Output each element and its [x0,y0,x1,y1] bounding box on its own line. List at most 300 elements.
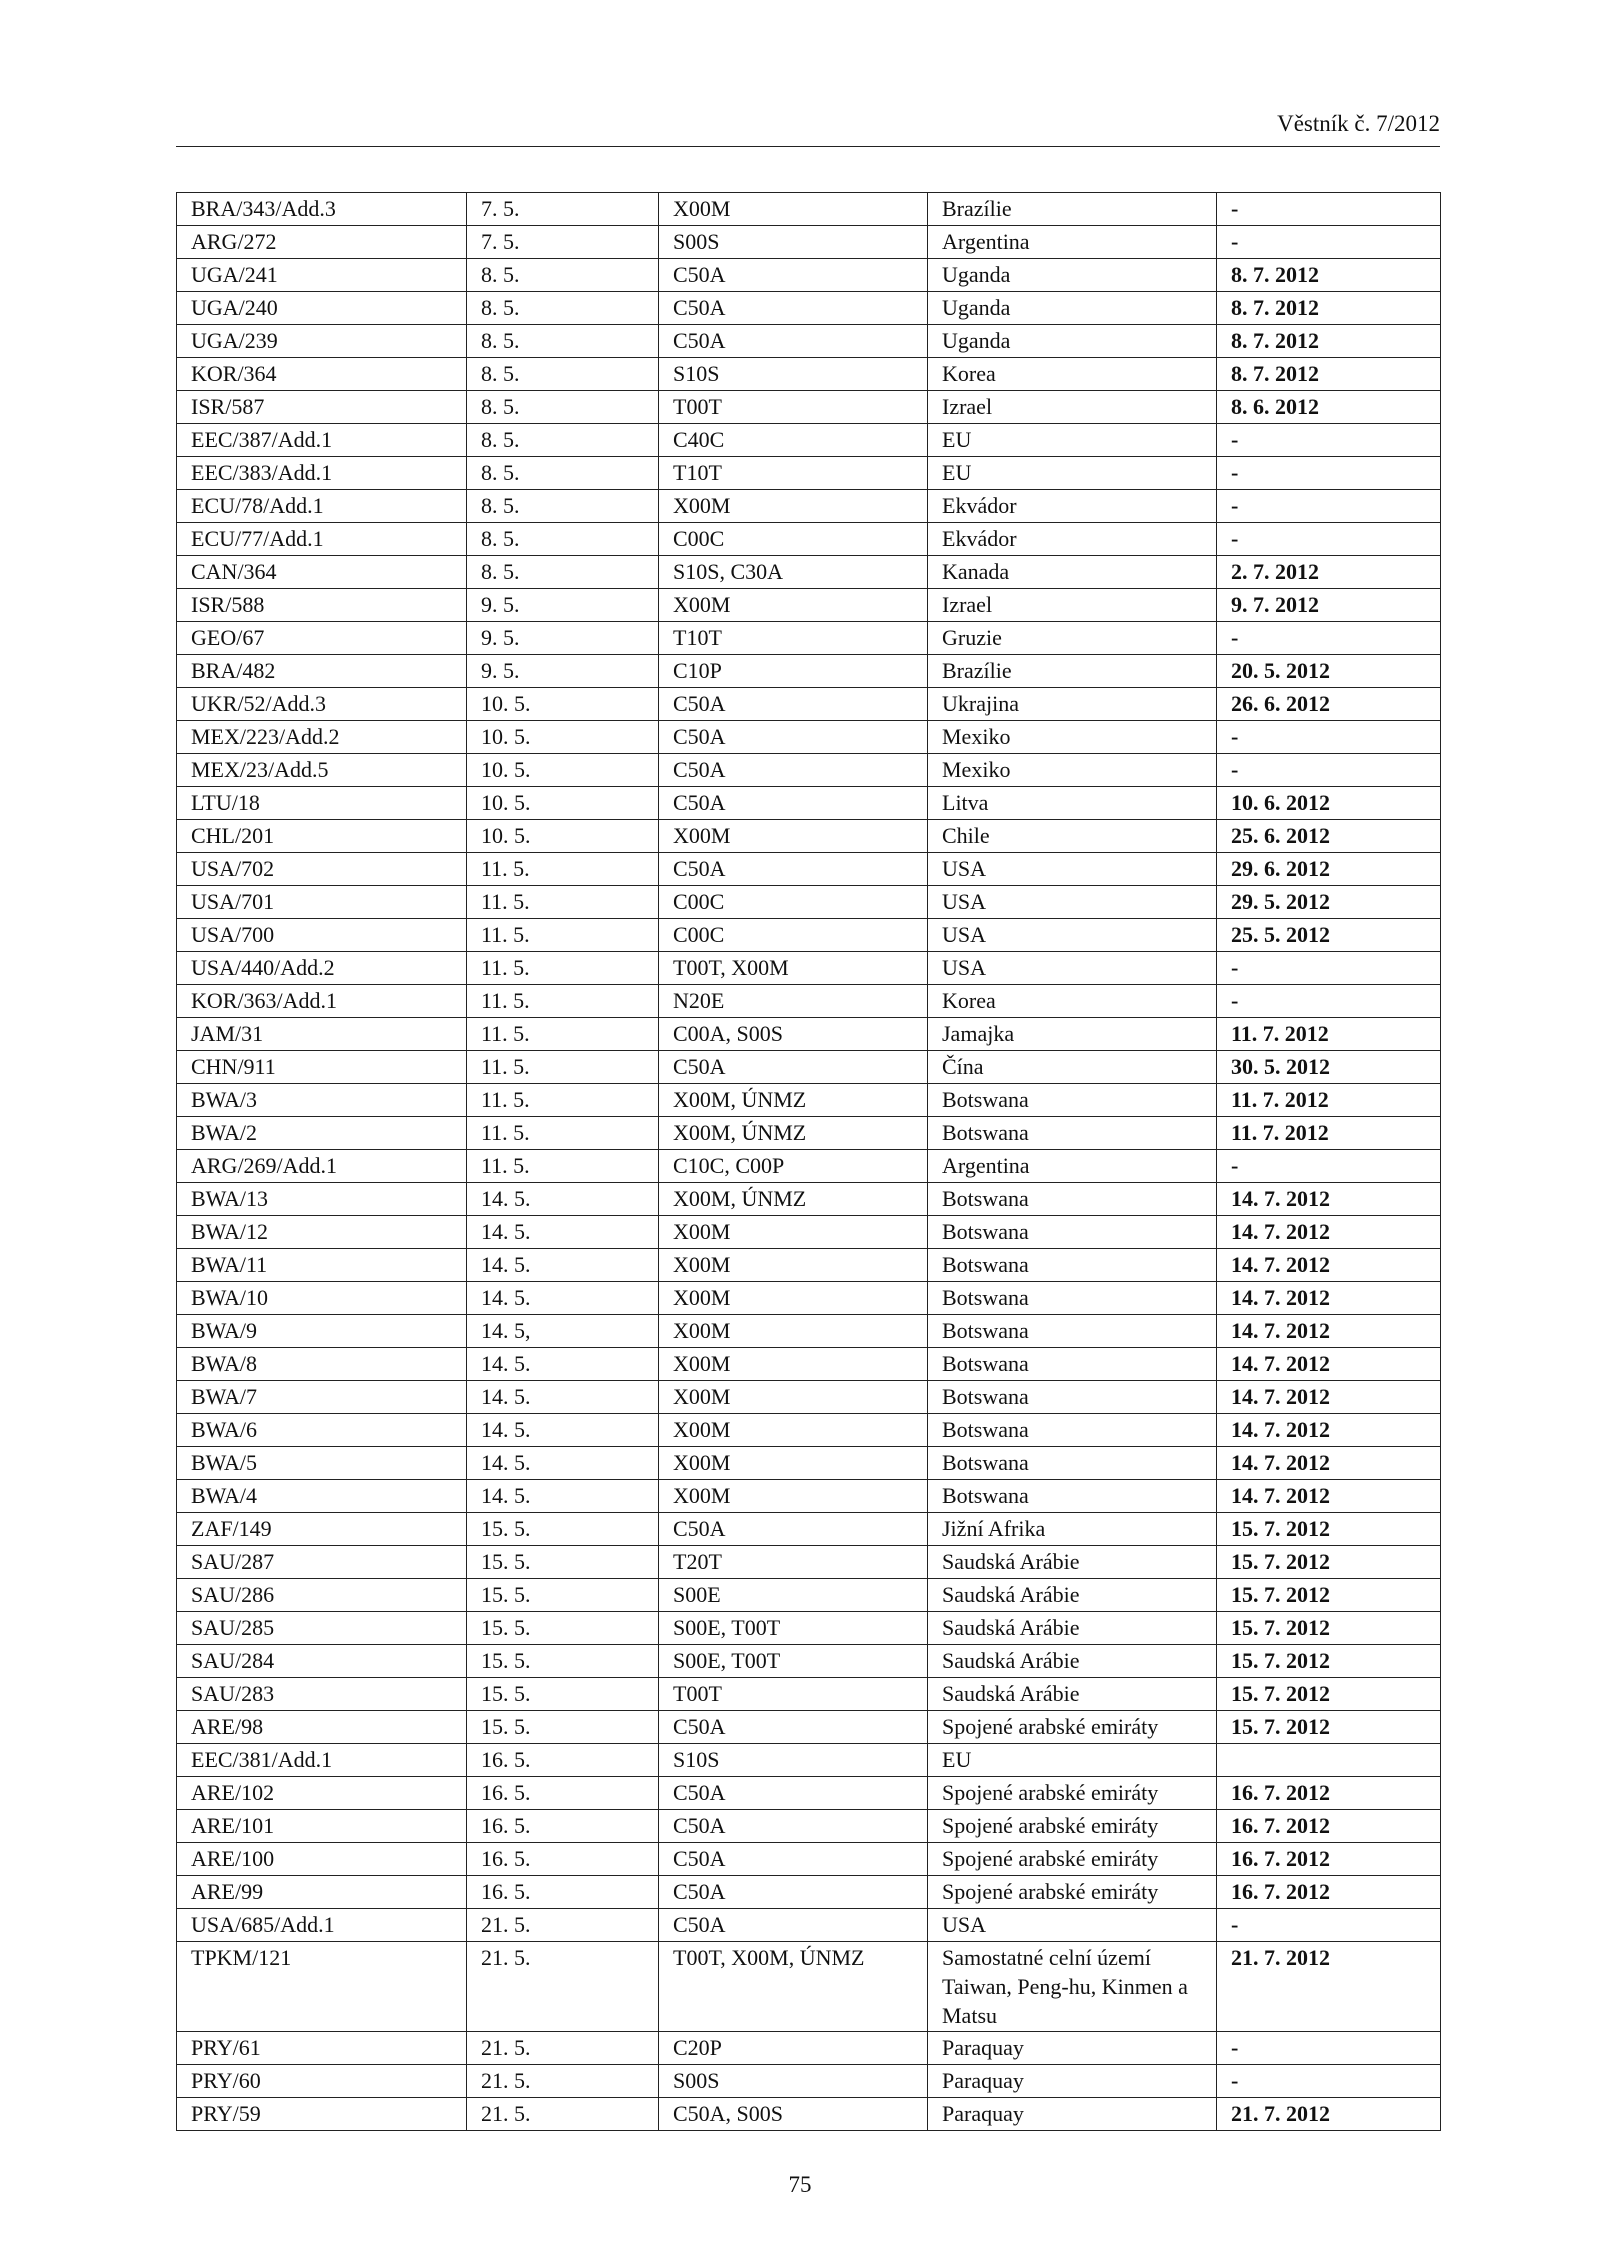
document-code-cell: UKR/52/Add.3 [177,688,467,721]
country-cell: Botswana [928,1084,1217,1117]
date-cell: 10. 5. [467,787,659,820]
table-row [177,655,1441,688]
category-cell: C50A [659,853,928,886]
deadline-cell: 15. 7. 2012 [1217,1513,1441,1546]
deadline-cell: 8. 6. 2012 [1217,391,1441,424]
deadline-cell: 16. 7. 2012 [1217,1810,1441,1843]
document-code-cell: BWA/7 [177,1381,467,1414]
deadline-cell: - [1217,1909,1441,1942]
category-cell: X00M [659,1447,928,1480]
category-cell: C50A [659,688,928,721]
table-row [177,1744,1441,1777]
date-cell: 16. 5. [467,1777,659,1810]
document-code-cell: KOR/364 [177,358,467,391]
table-row [177,1480,1441,1513]
table-row [177,226,1441,259]
document-code-cell: BWA/6 [177,1414,467,1447]
table-row [177,292,1441,325]
deadline-cell: - [1217,226,1441,259]
document-code-cell: ARE/99 [177,1876,467,1909]
date-cell: 16. 5. [467,1810,659,1843]
date-cell: 14. 5, [467,1315,659,1348]
category-cell: X00M [659,820,928,853]
date-cell: 14. 5. [467,1348,659,1381]
date-cell: 15. 5. [467,1513,659,1546]
table-row [177,2098,1441,2131]
table-row [177,556,1441,589]
table-row [177,1084,1441,1117]
category-cell: S00S [659,226,928,259]
category-cell: C50A [659,1810,928,1843]
date-cell: 11. 5. [467,1117,659,1150]
date-cell: 21. 5. [467,1909,659,1942]
table-row [177,1183,1441,1216]
table-row [177,391,1441,424]
table-row [177,457,1441,490]
date-cell: 8. 5. [467,457,659,490]
document-code-cell: JAM/31 [177,1018,467,1051]
document-code-cell: TPKM/121 [177,1942,467,2032]
table-row [177,1513,1441,1546]
document-code-cell: ARE/98 [177,1711,467,1744]
country-cell: Ukrajina [928,688,1217,721]
page-number: 75 [788,2172,812,2197]
deadline-cell: - [1217,2032,1441,2065]
table-row [177,1447,1441,1480]
date-cell: 14. 5. [467,1414,659,1447]
deadline-cell: 21. 7. 2012 [1217,1942,1441,2032]
date-cell: 14. 5. [467,1447,659,1480]
deadline-cell: - [1217,457,1441,490]
deadline-cell: 21. 7. 2012 [1217,2098,1441,2131]
category-cell: T10T [659,622,928,655]
date-cell: 8. 5. [467,523,659,556]
country-cell: Saudská Arábie [928,1579,1217,1612]
category-cell: X00M, ÚNMZ [659,1084,928,1117]
country-cell: Mexiko [928,721,1217,754]
country-cell: Korea [928,358,1217,391]
category-cell: C50A [659,325,928,358]
country-cell: Argentina [928,1150,1217,1183]
document-code-cell: BWA/10 [177,1282,467,1315]
deadline-cell: 14. 7. 2012 [1217,1381,1441,1414]
document-code-cell: SAU/286 [177,1579,467,1612]
country-cell: Spojené arabské emiráty [928,1810,1217,1843]
deadline-cell: 8. 7. 2012 [1217,259,1441,292]
date-cell: 10. 5. [467,820,659,853]
document-code-cell: USA/440/Add.2 [177,952,467,985]
document-code-cell: ARE/100 [177,1843,467,1876]
country-cell: Gruzie [928,622,1217,655]
deadline-cell: - [1217,754,1441,787]
date-cell: 21. 5. [467,2065,659,2098]
table-row [177,688,1441,721]
country-cell: Saudská Arábie [928,1645,1217,1678]
deadline-cell: - [1217,952,1441,985]
document-code-cell: ECU/77/Add.1 [177,523,467,556]
table-row [177,820,1441,853]
deadline-cell: 25. 6. 2012 [1217,820,1441,853]
document-code-cell: ZAF/149 [177,1513,467,1546]
category-cell: X00M [659,1282,928,1315]
country-cell: Ekvádor [928,523,1217,556]
table-row [177,589,1441,622]
document-code-cell: EEC/381/Add.1 [177,1744,467,1777]
category-cell: S10S [659,1744,928,1777]
document-code-cell: SAU/287 [177,1546,467,1579]
table-row [177,886,1441,919]
date-cell: 8. 5. [467,391,659,424]
date-cell: 11. 5. [467,1018,659,1051]
deadline-cell: 8. 7. 2012 [1217,292,1441,325]
document-code-cell: BWA/5 [177,1447,467,1480]
date-cell: 14. 5. [467,1381,659,1414]
category-cell: C10P [659,655,928,688]
document-code-cell: BWA/12 [177,1216,467,1249]
country-cell: Botswana [928,1480,1217,1513]
table-row [177,2065,1441,2098]
category-cell: X00M, ÚNMZ [659,1183,928,1216]
category-cell: C00C [659,919,928,952]
deadline-cell: 15. 7. 2012 [1217,1612,1441,1645]
country-cell: Čína [928,1051,1217,1084]
document-code-cell: USA/700 [177,919,467,952]
document-code-cell: USA/702 [177,853,467,886]
table-row [177,1051,1441,1084]
deadline-cell: 16. 7. 2012 [1217,1777,1441,1810]
document-code-cell: ISR/587 [177,391,467,424]
document-code-cell: SAU/285 [177,1612,467,1645]
country-cell: Uganda [928,325,1217,358]
category-cell: C50A [659,754,928,787]
document-code-cell: BWA/4 [177,1480,467,1513]
category-cell: C50A [659,1843,928,1876]
table-row [177,424,1441,457]
date-cell: 10. 5. [467,688,659,721]
journal-title: Věstník č. 7/2012 [1277,111,1440,136]
category-cell: X00M [659,1381,928,1414]
country-cell: Uganda [928,292,1217,325]
table-row [177,2032,1441,2065]
date-cell: 7. 5. [467,226,659,259]
document-code-cell: PRY/60 [177,2065,467,2098]
date-cell: 16. 5. [467,1876,659,1909]
table-row [177,853,1441,886]
country-cell: Botswana [928,1249,1217,1282]
deadline-cell: 14. 7. 2012 [1217,1249,1441,1282]
date-cell: 8. 5. [467,259,659,292]
document-code-cell: MEX/223/Add.2 [177,721,467,754]
category-cell: C00A, S00S [659,1018,928,1051]
table-row [177,1645,1441,1678]
document-code-cell: CAN/364 [177,556,467,589]
table-row [177,721,1441,754]
table-row [177,622,1441,655]
date-cell: 11. 5. [467,1051,659,1084]
date-cell: 15. 5. [467,1546,659,1579]
deadline-cell: 15. 7. 2012 [1217,1645,1441,1678]
date-cell: 21. 5. [467,1942,659,2032]
document-code-cell: BWA/3 [177,1084,467,1117]
date-cell: 8. 5. [467,556,659,589]
document-code-cell: BWA/9 [177,1315,467,1348]
deadline-cell: 16. 7. 2012 [1217,1876,1441,1909]
country-cell: Spojené arabské emiráty [928,1777,1217,1810]
category-cell: C20P [659,2032,928,2065]
date-cell: 9. 5. [467,589,659,622]
date-cell: 10. 5. [467,721,659,754]
notifications-table [176,192,1441,2131]
category-cell: C50A [659,1051,928,1084]
deadline-cell: - [1217,2065,1441,2098]
country-cell: USA [928,1909,1217,1942]
category-cell: X00M [659,1216,928,1249]
document-code-cell: EEC/387/Add.1 [177,424,467,457]
date-cell: 16. 5. [467,1843,659,1876]
category-cell: T10T [659,457,928,490]
date-cell: 11. 5. [467,1084,659,1117]
date-cell: 10. 5. [467,754,659,787]
date-cell: 8. 5. [467,358,659,391]
date-cell: 14. 5. [467,1249,659,1282]
category-cell: S10S [659,358,928,391]
country-cell: Jižní Afrika [928,1513,1217,1546]
country-cell: Botswana [928,1216,1217,1249]
document-code-cell: BWA/8 [177,1348,467,1381]
table-row [177,1579,1441,1612]
table-row [177,985,1441,1018]
category-cell: C00C [659,886,928,919]
deadline-cell: - [1217,424,1441,457]
document-code-cell: UGA/241 [177,259,467,292]
deadline-cell: 15. 7. 2012 [1217,1546,1441,1579]
country-cell: Korea [928,985,1217,1018]
category-cell: T00T [659,1678,928,1711]
deadline-cell: 2. 7. 2012 [1217,556,1441,589]
category-cell: S00E, T00T [659,1645,928,1678]
date-cell: 15. 5. [467,1678,659,1711]
deadline-cell: 14. 7. 2012 [1217,1216,1441,1249]
category-cell: C40C [659,424,928,457]
document-code-cell: BRA/343/Add.3 [177,193,467,226]
deadline-cell: - [1217,1150,1441,1183]
deadline-cell: 30. 5. 2012 [1217,1051,1441,1084]
page-header [176,110,1440,138]
country-cell: Botswana [928,1348,1217,1381]
document-code-cell: BWA/13 [177,1183,467,1216]
deadline-cell: 14. 7. 2012 [1217,1282,1441,1315]
deadline-cell: - [1217,721,1441,754]
category-cell: X00M [659,193,928,226]
table-row [177,1216,1441,1249]
country-cell: EU [928,457,1217,490]
date-cell: 21. 5. [467,2032,659,2065]
country-cell: EU [928,1744,1217,1777]
country-cell: Botswana [928,1381,1217,1414]
category-cell: C50A [659,787,928,820]
deadline-cell: - [1217,193,1441,226]
country-cell: Spojené arabské emiráty [928,1843,1217,1876]
table-body [177,193,1441,2131]
document-code-cell: MEX/23/Add.5 [177,754,467,787]
category-cell: C50A, S00S [659,2098,928,2131]
table-row [177,523,1441,556]
document-code-cell: EEC/383/Add.1 [177,457,467,490]
deadline-cell: 15. 7. 2012 [1217,1711,1441,1744]
date-cell: 8. 5. [467,490,659,523]
country-cell: Izrael [928,589,1217,622]
category-cell: C50A [659,292,928,325]
table-row [177,952,1441,985]
table-row [177,919,1441,952]
country-cell: Saudská Arábie [928,1678,1217,1711]
table-row [177,1909,1441,1942]
country-cell: Izrael [928,391,1217,424]
date-cell: 15. 5. [467,1612,659,1645]
table-row [177,1942,1441,2032]
deadline-cell: 11. 7. 2012 [1217,1084,1441,1117]
date-cell: 11. 5. [467,853,659,886]
deadline-cell: - [1217,523,1441,556]
document-code-cell: ISR/588 [177,589,467,622]
country-cell: USA [928,886,1217,919]
date-cell: 11. 5. [467,952,659,985]
deadline-cell: 8. 7. 2012 [1217,358,1441,391]
country-cell: USA [928,952,1217,985]
table-row [177,1612,1441,1645]
category-cell: T00T [659,391,928,424]
category-cell: S10S, C30A [659,556,928,589]
table-row [177,1546,1441,1579]
country-cell: Samostatné celní území Taiwan, Peng-hu, Kinmen a Matsu [928,1942,1217,2032]
date-cell: 9. 5. [467,622,659,655]
date-cell: 15. 5. [467,1579,659,1612]
country-cell: Paraquay [928,2065,1217,2098]
date-cell: 11. 5. [467,886,659,919]
category-cell: T00T, X00M, ÚNMZ [659,1942,928,2032]
category-cell: C10C, C00P [659,1150,928,1183]
deadline-cell: 11. 7. 2012 [1217,1117,1441,1150]
deadline-cell: 14. 7. 2012 [1217,1315,1441,1348]
table-row [177,1843,1441,1876]
header-divider [176,146,1440,147]
date-cell: 14. 5. [467,1480,659,1513]
category-cell: C50A [659,1513,928,1546]
table-row [177,787,1441,820]
document-code-cell: ECU/78/Add.1 [177,490,467,523]
country-cell: Botswana [928,1414,1217,1447]
country-cell: Uganda [928,259,1217,292]
deadline-cell: 15. 7. 2012 [1217,1579,1441,1612]
category-cell: C00C [659,523,928,556]
country-cell: Litva [928,787,1217,820]
document-code-cell: ARG/272 [177,226,467,259]
deadline-cell: 14. 7. 2012 [1217,1183,1441,1216]
category-cell: X00M [659,1315,928,1348]
document-code-cell: PRY/59 [177,2098,467,2131]
table-row [177,754,1441,787]
deadline-cell: 14. 7. 2012 [1217,1480,1441,1513]
date-cell: 21. 5. [467,2098,659,2131]
country-cell: USA [928,853,1217,886]
country-cell: Botswana [928,1117,1217,1150]
date-cell: 11. 5. [467,1150,659,1183]
date-cell: 16. 5. [467,1744,659,1777]
table-row [177,358,1441,391]
document-code-cell: KOR/363/Add.1 [177,985,467,1018]
country-cell: Brazílie [928,193,1217,226]
category-cell: S00E [659,1579,928,1612]
table-row [177,1381,1441,1414]
country-cell: Kanada [928,556,1217,589]
table-row [177,1348,1441,1381]
country-cell: Paraquay [928,2032,1217,2065]
date-cell: 7. 5. [467,193,659,226]
country-cell: Saudská Arábie [928,1612,1217,1645]
deadline-cell: - [1217,490,1441,523]
category-cell: S00S [659,2065,928,2098]
deadline-cell: 29. 6. 2012 [1217,853,1441,886]
category-cell: N20E [659,985,928,1018]
deadline-cell: - [1217,985,1441,1018]
country-cell: Saudská Arábie [928,1546,1217,1579]
country-cell: Jamajka [928,1018,1217,1051]
document-code-cell: BRA/482 [177,655,467,688]
document-code-cell: SAU/283 [177,1678,467,1711]
category-cell: X00M [659,1249,928,1282]
table-row [177,1249,1441,1282]
country-cell: Botswana [928,1315,1217,1348]
date-cell: 9. 5. [467,655,659,688]
category-cell: C50A [659,1711,928,1744]
document-code-cell: PRY/61 [177,2032,467,2065]
deadline-cell: 14. 7. 2012 [1217,1348,1441,1381]
country-cell: EU [928,424,1217,457]
table-row [177,1117,1441,1150]
table-row [177,1678,1441,1711]
document-code-cell: CHL/201 [177,820,467,853]
country-cell: Botswana [928,1447,1217,1480]
document-code-cell: USA/701 [177,886,467,919]
deadline-cell: 8. 7. 2012 [1217,325,1441,358]
document-code-cell: SAU/284 [177,1645,467,1678]
deadline-cell: 14. 7. 2012 [1217,1447,1441,1480]
category-cell: X00M [659,1348,928,1381]
date-cell: 8. 5. [467,325,659,358]
country-cell: Spojené arabské emiráty [928,1711,1217,1744]
document-code-cell: LTU/18 [177,787,467,820]
date-cell: 11. 5. [467,919,659,952]
category-cell: C50A [659,1876,928,1909]
table-row [177,1711,1441,1744]
deadline-cell: 10. 6. 2012 [1217,787,1441,820]
deadline-cell: 9. 7. 2012 [1217,589,1441,622]
deadline-cell [1217,1744,1441,1777]
category-cell: T20T [659,1546,928,1579]
deadline-cell: 11. 7. 2012 [1217,1018,1441,1051]
category-cell: C50A [659,1909,928,1942]
category-cell: X00M [659,1480,928,1513]
document-code-cell: GEO/67 [177,622,467,655]
document-code-cell: ARE/102 [177,1777,467,1810]
country-cell: Botswana [928,1183,1217,1216]
table-row [177,490,1441,523]
country-cell: Chile [928,820,1217,853]
country-cell: Ekvádor [928,490,1217,523]
document-code-cell: ARG/269/Add.1 [177,1150,467,1183]
category-cell: S00E, T00T [659,1612,928,1645]
table-row [177,325,1441,358]
